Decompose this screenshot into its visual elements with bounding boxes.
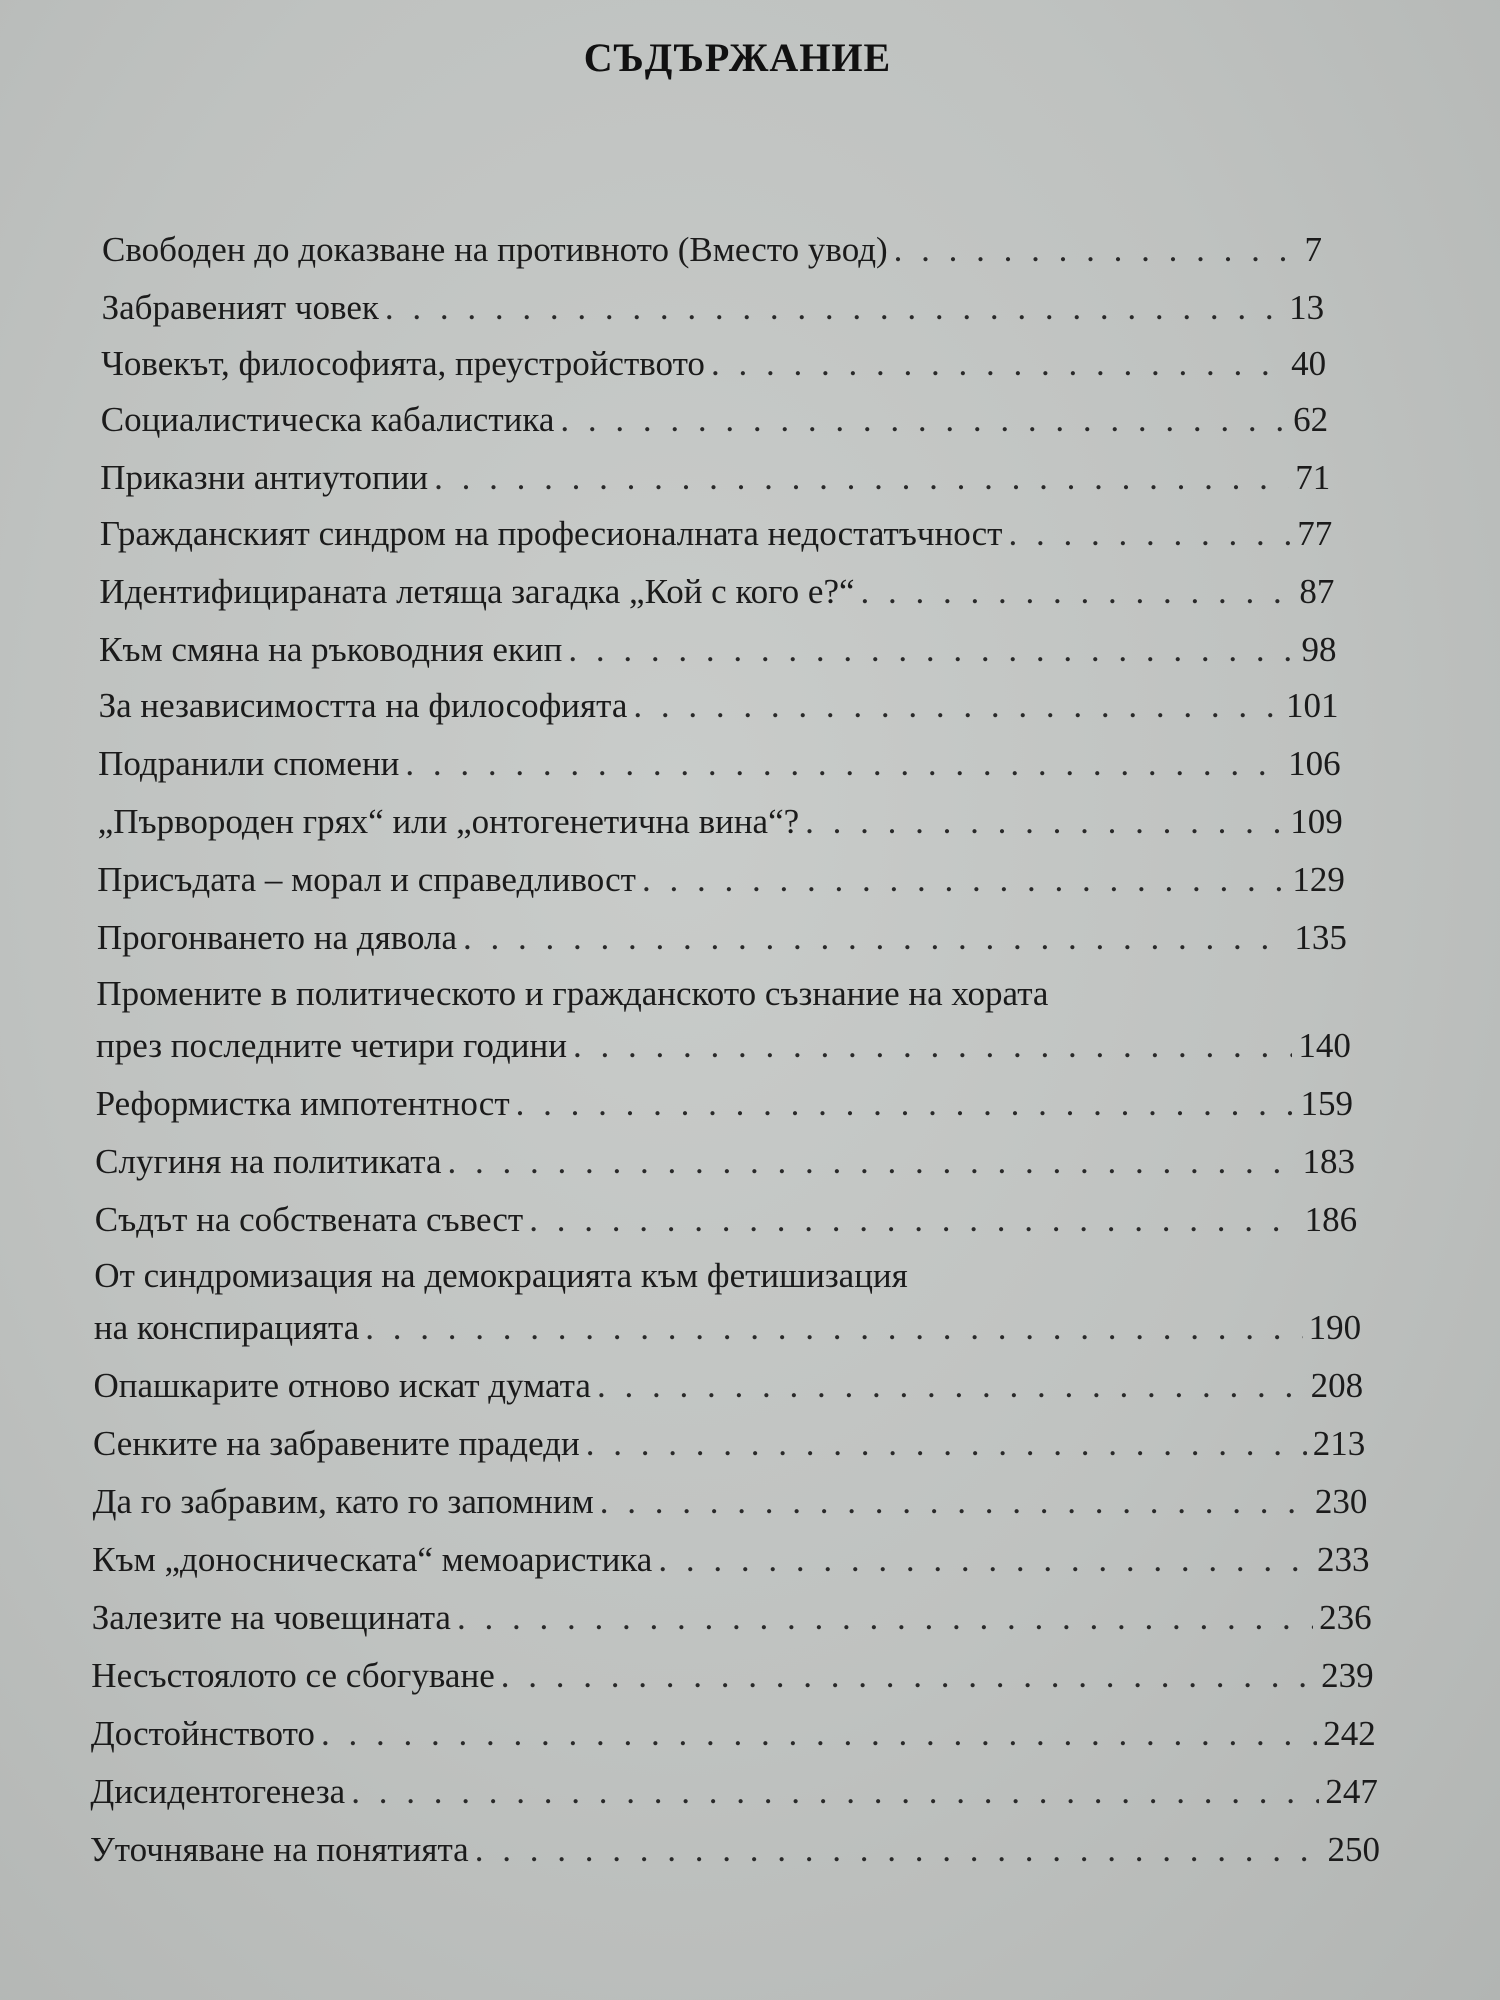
toc-entry xyxy=(92,1540,1369,1580)
toc-page-number: 13 xyxy=(1289,288,1325,327)
dot-leader xyxy=(463,918,1288,958)
dot-leader xyxy=(529,1200,1298,1240)
toc-entry xyxy=(93,1482,1368,1522)
dot-leader xyxy=(894,230,1299,270)
dot-leader xyxy=(805,802,1284,842)
toc-entry xyxy=(93,1366,1363,1406)
toc-entry-title: Човекът, философията, преустройството xyxy=(101,344,705,383)
toc-entry xyxy=(93,1424,1365,1464)
toc-page-number: 247 xyxy=(1325,1772,1378,1811)
toc-entry xyxy=(90,1772,1377,1812)
toc-page-number: 159 xyxy=(1300,1084,1353,1123)
dot-leader xyxy=(1008,514,1291,554)
toc-entry-title: Реформистка импотентност xyxy=(95,1084,510,1123)
dot-leader xyxy=(711,344,1285,384)
toc-page-number: 7 xyxy=(1304,230,1322,269)
toc-entry-title: Съдът на собствената съвест xyxy=(94,1200,524,1239)
dot-leader xyxy=(573,1026,1292,1066)
dot-leader xyxy=(457,1598,1313,1638)
toc-entry xyxy=(102,230,1322,270)
toc-page-number: 87 xyxy=(1299,572,1335,611)
dot-leader xyxy=(600,1482,1309,1522)
toc-entry-title: Гражданският синдром на професионалната недостатъчност xyxy=(99,514,1003,553)
dot-leader xyxy=(405,744,1282,784)
dot-leader xyxy=(501,1656,1315,1696)
toc-page-number: 101 xyxy=(1286,686,1339,725)
toc-page-number: 77 xyxy=(1297,514,1333,553)
toc-page-number: 129 xyxy=(1292,860,1345,899)
toc-entry xyxy=(101,400,1328,440)
dot-leader xyxy=(861,572,1294,612)
toc-entry xyxy=(90,1830,1380,1870)
toc-entry-title: Уточняване на понятията xyxy=(90,1830,469,1869)
toc-page-number: 135 xyxy=(1294,918,1347,957)
toc-entry-title: на конспирацията xyxy=(93,1308,360,1347)
toc-entry-title: Социалистическа кабалистика xyxy=(100,400,555,439)
toc-page-number: 140 xyxy=(1298,1026,1351,1065)
dot-leader xyxy=(560,400,1287,440)
toc-entry-title: Сенките на забравените прадеди xyxy=(93,1424,580,1463)
toc-page-number: 236 xyxy=(1319,1598,1372,1637)
toc-page-number: 239 xyxy=(1321,1656,1374,1695)
toc-entry xyxy=(100,458,1330,498)
toc-entry xyxy=(96,1026,1351,1066)
toc-entry xyxy=(91,1656,1373,1696)
toc-entry-title-line: От синдромизация на демокрацията към фетишизация xyxy=(94,1256,908,1295)
toc-entry-title: Към смяна на ръководния екип xyxy=(99,630,563,669)
dot-leader xyxy=(516,1084,1295,1124)
toc-entry-title: Дисидентогенеза xyxy=(90,1772,346,1811)
toc-entry xyxy=(98,802,1343,842)
dot-leader xyxy=(586,1424,1307,1464)
toc-entry xyxy=(94,1308,1361,1348)
toc-entry xyxy=(99,630,1337,670)
toc-entry-title: Забравеният човек xyxy=(101,288,379,327)
toc-entry-title: Слугиня на политиката xyxy=(95,1142,442,1181)
toc-entry xyxy=(100,514,1332,554)
toc-entry-title: Опашкарите отново искат думата xyxy=(93,1366,591,1405)
dot-leader xyxy=(568,630,1295,670)
toc-entry-title: през последните четири години xyxy=(96,1026,567,1065)
toc-entry xyxy=(102,288,1325,328)
dot-leader xyxy=(434,458,1289,498)
toc-entry-title: Свободен до доказване на противното (Вместо увод) xyxy=(102,230,888,269)
toc-entry-title: Прогонването на дявола xyxy=(96,918,458,957)
toc-page-number: 230 xyxy=(1314,1482,1368,1521)
toc-entry-title-line: Промените в политическото и гражданското съзнание на хората xyxy=(96,974,1049,1013)
toc-entry xyxy=(101,344,1326,384)
toc-page-number: 233 xyxy=(1316,1540,1370,1579)
toc-page-number: 106 xyxy=(1288,744,1341,783)
toc-entry xyxy=(95,1200,1357,1240)
toc-entry-title: Идентифицираната летяща загадка „Кой с кого е?“ xyxy=(99,572,855,611)
toc-entry-title: Към „доносническата“ мемоаристика xyxy=(92,1540,653,1579)
toc-entry xyxy=(97,860,1345,900)
toc-entry-title: Залезите на човещината xyxy=(91,1598,451,1637)
dot-leader xyxy=(633,686,1280,726)
toc-page-number: 98 xyxy=(1301,630,1337,669)
page-title: СЪДЪРЖАНИЕ xyxy=(583,35,892,80)
toc-entry-title: Да го забравим, като го запомним xyxy=(92,1482,594,1521)
toc-page-number: 186 xyxy=(1304,1200,1358,1239)
toc-page-number: 208 xyxy=(1310,1366,1364,1405)
toc-entry-title: „Първороден грях“ или „онтогенетична вина“? xyxy=(97,802,800,841)
toc-page-number: 213 xyxy=(1312,1424,1366,1463)
toc-entry xyxy=(91,1714,1376,1754)
dot-leader xyxy=(385,288,1283,328)
toc-entry xyxy=(99,686,1339,726)
toc-entry xyxy=(95,1142,1355,1182)
dot-leader xyxy=(351,1772,1319,1812)
toc-entry xyxy=(98,744,1340,784)
dot-leader xyxy=(597,1366,1305,1406)
toc-page-number: 109 xyxy=(1290,802,1343,841)
toc-entry-title: Приказни антиутопии xyxy=(100,458,429,497)
toc-entry-title: Достойнството xyxy=(90,1714,315,1753)
toc-page-number: 242 xyxy=(1323,1714,1376,1753)
toc-entry xyxy=(99,572,1334,612)
toc-entry-title: Несъстоялото се сбогуване xyxy=(91,1656,495,1695)
toc-entry-title: За независимостта на философията xyxy=(98,686,628,725)
toc-page-number: 62 xyxy=(1293,400,1329,439)
toc-page-number: 40 xyxy=(1291,344,1327,383)
toc-entry xyxy=(96,1084,1353,1124)
dot-leader xyxy=(475,1830,1322,1870)
dot-leader xyxy=(448,1142,1297,1182)
toc-page-number: 71 xyxy=(1295,458,1331,497)
dot-leader xyxy=(642,860,1286,900)
dot-leader xyxy=(321,1714,1317,1754)
toc-entry-title: Присъдата – морал и справедливост xyxy=(97,860,636,899)
toc-entry xyxy=(92,1598,1372,1638)
toc-page-number: 250 xyxy=(1327,1830,1380,1869)
toc-page-number: 190 xyxy=(1308,1308,1362,1347)
toc-page-number: 183 xyxy=(1302,1142,1356,1181)
dot-leader xyxy=(658,1540,1311,1580)
dot-leader xyxy=(365,1308,1302,1348)
toc-entry xyxy=(97,918,1347,958)
toc-entry-title: Подранили спомени xyxy=(98,744,400,783)
